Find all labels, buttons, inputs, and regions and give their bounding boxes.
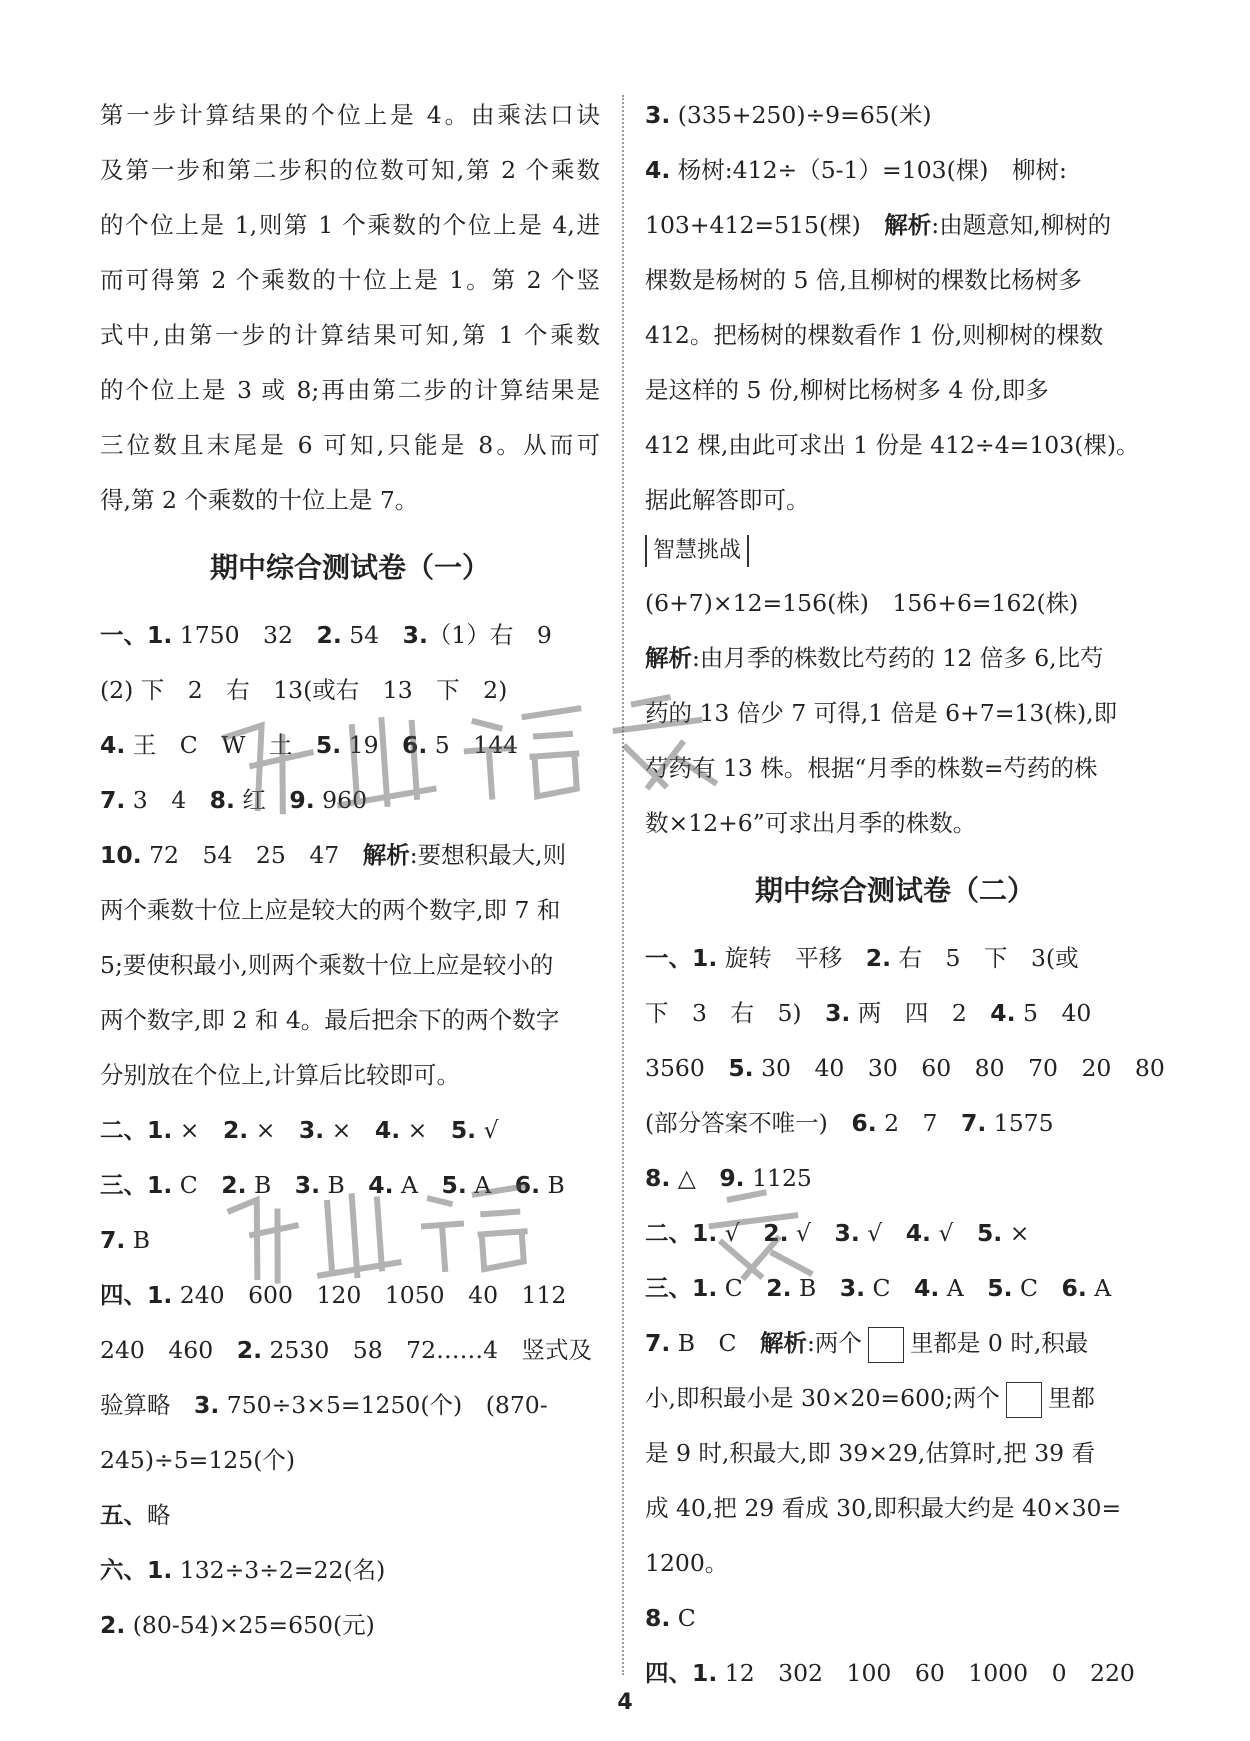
challenge-line xyxy=(645,741,1145,796)
answer-text: × xyxy=(1002,1219,1030,1247)
answer-line xyxy=(645,308,1145,363)
answer-text: 是这样的 5 份,柳树比杨树多 4 份,即多 xyxy=(645,376,1049,404)
question-number: 一、1. xyxy=(645,944,718,972)
challenge-answers xyxy=(645,576,1145,851)
section-title-midterm-2: 期中综合测试卷（二） xyxy=(754,874,1035,907)
question-number: 8. xyxy=(209,786,235,814)
answer-text: 960 xyxy=(314,786,368,814)
question-number: 六、1. xyxy=(100,1556,173,1584)
question-number: 3. xyxy=(834,1219,860,1247)
answer-line xyxy=(645,1206,1145,1261)
answer-line xyxy=(100,1433,600,1488)
question-number: 5. xyxy=(450,1116,477,1144)
question-number: 五、 xyxy=(100,1501,147,1529)
answer-text: 240 460 xyxy=(100,1336,237,1364)
challenge-tag-line xyxy=(645,528,1145,576)
question-number: 9. xyxy=(719,1164,745,1192)
answer-line xyxy=(645,418,1145,473)
answer-line xyxy=(100,1103,600,1158)
q7-analysis-label: 解析 xyxy=(760,1329,808,1357)
answer-line xyxy=(100,773,600,828)
answer-text: √ xyxy=(717,1219,764,1247)
question-number: 4. xyxy=(100,731,126,759)
question-number: 6. xyxy=(514,1171,541,1199)
answer-text: 据此解答即可。 xyxy=(645,486,810,514)
answer-text: √ xyxy=(859,1219,906,1247)
answer-text: 右 5 下 3(或 xyxy=(891,944,1079,972)
answer-text: (2) 下 2 右 13(或右 13 下 2) xyxy=(100,676,508,704)
text-line: 第一步计算结果的个位上是 4。由乘法口诀 xyxy=(100,101,600,129)
answer-text: △ xyxy=(670,1164,720,1192)
answer-text: 3 4 xyxy=(125,786,210,814)
question-number: 3. xyxy=(194,1391,220,1419)
q7-text-d: 里都 xyxy=(1047,1384,1095,1412)
blank-box xyxy=(868,1327,904,1363)
question-number: 3. xyxy=(825,999,851,1027)
q7-number: 7. xyxy=(645,1329,671,1357)
question-number: 9. xyxy=(289,786,315,814)
q7-text-a: :两个 xyxy=(807,1329,862,1357)
answer-line xyxy=(100,828,600,883)
section-title-midterm-1: 期中综合测试卷（一） xyxy=(209,551,490,584)
answer-line xyxy=(645,363,1145,418)
answer-line xyxy=(100,1268,600,1323)
answer-line xyxy=(100,608,600,663)
answer-text: 240 600 120 1050 40 112 xyxy=(172,1281,567,1309)
page-number: 4 xyxy=(617,1690,633,1715)
answer-line xyxy=(100,1598,600,1653)
answer-text: 分别放在个位上,计算后比较即可。 xyxy=(100,1061,460,1089)
answer-text: 3560 xyxy=(645,1054,729,1082)
answer-line xyxy=(645,931,1145,986)
answer-line xyxy=(645,253,1145,308)
answer-line xyxy=(645,1261,1145,1316)
answer-text: 72 54 25 47 xyxy=(141,841,363,869)
answer-text: × xyxy=(400,1116,451,1144)
question-number: 3. xyxy=(645,101,671,129)
answer-line xyxy=(100,993,600,1048)
answer-text: 5 40 xyxy=(1015,999,1092,1027)
answer-text: 245)÷5=125(个) xyxy=(100,1446,296,1474)
question-number: 2. xyxy=(865,944,892,972)
answer-text: 1575 xyxy=(986,1109,1054,1137)
question-number: 5. xyxy=(976,1219,1003,1247)
answer-line xyxy=(100,1323,600,1378)
answer-text: B xyxy=(125,1226,151,1254)
question-number: 4. xyxy=(374,1116,401,1144)
question-number: 2. xyxy=(221,1171,247,1199)
question-number: 3. xyxy=(402,621,428,649)
answer-text: A xyxy=(393,1171,442,1199)
answer-text: 12 302 100 60 1000 0 220 xyxy=(717,1659,1135,1687)
answer-text: C xyxy=(1012,1274,1062,1302)
answer-line xyxy=(100,663,600,718)
q7-choices: B C xyxy=(670,1329,761,1357)
question-number: 6. xyxy=(402,731,428,759)
answer-text: 棵数是杨树的 5 倍,且柳树的棵数比杨树多 xyxy=(645,266,1082,294)
answer-text: B xyxy=(791,1274,840,1302)
text-line: 及第一步和第二步积的位数可知,第 2 个乘数 xyxy=(100,156,600,184)
answer-line xyxy=(645,1151,1145,1206)
question-number: 6. xyxy=(1061,1274,1087,1302)
question-number: 3. xyxy=(294,1171,321,1199)
left-column xyxy=(100,88,600,1653)
question-number: 5. xyxy=(315,731,342,759)
answer-text: × xyxy=(248,1116,299,1144)
question-number: 8. xyxy=(645,1604,671,1632)
answer-line xyxy=(100,938,600,993)
answer-line xyxy=(645,198,1145,253)
answer-text: :要想积最大,则 xyxy=(409,841,567,869)
text-line: 得,第 2 个乘数的十位上是 7。 xyxy=(100,486,419,514)
question-number: 2. xyxy=(763,1219,789,1247)
question-number: 三、1. xyxy=(645,1274,718,1302)
question-number: 三、1. xyxy=(100,1171,173,1199)
answer-text: 1750 32 xyxy=(172,621,317,649)
answer-text: 2 7 xyxy=(876,1109,961,1137)
text-line: 的个位上是 3 或 8;再由第二步的计算结果是 xyxy=(100,376,600,404)
answer-line xyxy=(100,718,600,773)
right-top-answers xyxy=(645,88,1145,528)
answer-text: A xyxy=(939,1274,988,1302)
challenge-line xyxy=(645,631,1145,686)
answer-text: √ xyxy=(476,1116,499,1144)
question-number: 2. xyxy=(100,1611,126,1639)
answer-text: × xyxy=(172,1116,223,1144)
answer-text: B xyxy=(320,1171,369,1199)
answer-text: 1200。 xyxy=(645,1549,729,1577)
answer-text: :由题意知,柳树的 xyxy=(931,211,1112,239)
answer-text: 5 144 xyxy=(427,731,519,759)
answer-text: A xyxy=(466,1171,515,1199)
answer-text: （1）右 9 xyxy=(427,621,552,649)
question-number: 2. xyxy=(222,1116,249,1144)
answer-line xyxy=(100,1488,600,1543)
answer-line xyxy=(645,88,1145,143)
answer-text: (部分答案不唯一) xyxy=(645,1109,852,1137)
answer-text: 两个数字,即 2 和 4。最后把余下的两个数字 xyxy=(100,1006,560,1034)
answer-text: A xyxy=(1086,1274,1112,1302)
answer-text: 750÷3×5=1250(个) (870- xyxy=(219,1391,548,1419)
question-number: 3. xyxy=(298,1116,325,1144)
answer-text: 王 C W 土 xyxy=(125,731,316,759)
answer-text: 药的 13 倍少 7 可得,1 倍是 6+7=13(株),即 xyxy=(645,699,1118,727)
answer-text: 30 40 30 60 80 70 20 80 xyxy=(753,1054,1165,1082)
text-line: 式中,由第一步的计算结果可知,第 1 个乘数 xyxy=(100,321,600,349)
question-number: 解析 xyxy=(884,211,932,239)
question-number: 4. xyxy=(905,1219,931,1247)
answer-text: 5;要使积最小,则两个乘数十位上应是较小的 xyxy=(100,951,554,979)
challenge-line xyxy=(645,686,1145,741)
answer-text: (80-54)×25=650(元) xyxy=(125,1611,375,1639)
answer-text: 是 9 时,积最大,即 39×29,估算时,把 39 看 xyxy=(645,1439,1096,1467)
answer-text: 杨树:412÷（5-1）=103(棵) 柳树: xyxy=(670,156,1067,184)
answer-text: 红 xyxy=(234,786,290,814)
left-intro-text xyxy=(100,88,600,528)
answer-text: 54 xyxy=(341,621,403,649)
question-number: 二、1. xyxy=(645,1219,718,1247)
text-line: 三位数且末尾是 6 可知,只能是 8。从而可 xyxy=(100,431,600,459)
question-number: 7. xyxy=(100,1226,126,1254)
question-number: 4. xyxy=(990,999,1016,1027)
answer-text: √ xyxy=(788,1219,835,1247)
answer-line xyxy=(645,143,1145,198)
question-number: 7. xyxy=(100,786,126,814)
answer-text: 132÷3÷2=22(名) xyxy=(172,1556,386,1584)
question-number: 5. xyxy=(441,1171,467,1199)
answer-line xyxy=(100,1158,600,1213)
answer-text: C xyxy=(172,1171,222,1199)
answer-text: (6+7)×12=156(株) 156+6=162(株) xyxy=(645,589,1079,617)
question-number: 解析 xyxy=(645,644,692,672)
answer-line xyxy=(645,1096,1145,1151)
answer-line xyxy=(645,986,1145,1041)
answer-text: C xyxy=(717,1274,767,1302)
answer-line-q7-cont xyxy=(645,1371,1145,1426)
answer-text: (335+250)÷9=65(米) xyxy=(670,101,932,129)
challenge-tag: 智慧挑战 xyxy=(645,535,749,567)
answer-line xyxy=(645,1041,1165,1096)
answer-line xyxy=(100,1213,600,1268)
answer-text: 103+412=515(棵) xyxy=(645,211,885,239)
right-answers xyxy=(645,931,1165,1316)
question-number: 解析 xyxy=(362,841,410,869)
question-number: 四、1. xyxy=(100,1281,173,1309)
answer-text: × xyxy=(324,1116,375,1144)
answer-text: B xyxy=(246,1171,295,1199)
question-number: 4. xyxy=(368,1171,394,1199)
left-answers xyxy=(100,608,600,1653)
q7-text-c: 小,即积最小是 30×20=600;两个 xyxy=(645,1384,1000,1412)
challenge-line xyxy=(645,796,1145,851)
answer-text: C xyxy=(670,1604,696,1632)
question-number: 7. xyxy=(961,1109,987,1137)
answer-line xyxy=(645,473,1145,528)
question-number: 8. xyxy=(645,1164,671,1192)
answer-line xyxy=(100,1378,600,1433)
answer-text: 验算略 xyxy=(100,1391,194,1419)
question-number: 2. xyxy=(236,1336,262,1364)
answer-line xyxy=(100,883,600,938)
question-number: 6. xyxy=(851,1109,877,1137)
answer-text: 412。把杨树的棵数看作 1 份,则柳树的棵数 xyxy=(645,321,1104,349)
question-number: 10. xyxy=(100,841,142,869)
answer-text: 412 棵,由此可求出 1 份是 412÷4=103(棵)。 xyxy=(645,431,1140,459)
answer-line xyxy=(100,1543,600,1598)
right-answers-after xyxy=(645,1426,1145,1701)
answer-text: :由月季的株数比芍药的 12 倍多 6,比芍 xyxy=(692,644,1104,672)
answer-line xyxy=(645,1426,1145,1481)
answer-text: 1125 xyxy=(744,1164,812,1192)
answer-text: B xyxy=(540,1171,565,1199)
question-number: 4. xyxy=(914,1274,940,1302)
blank-box xyxy=(1006,1382,1042,1418)
answer-text: C xyxy=(865,1274,914,1302)
column-divider xyxy=(622,95,624,1675)
question-number: 2. xyxy=(766,1274,792,1302)
answer-text: 2530 58 72……4 竖式及 xyxy=(262,1336,593,1364)
answer-text: 芍药有 13 株。根据“月季的株数=芍药的株 xyxy=(645,754,1098,782)
right-column xyxy=(645,88,1165,1701)
answer-text: 成 40,把 29 看成 30,即积最大约是 40×30= xyxy=(645,1494,1122,1522)
answer-text: 略 xyxy=(147,1501,171,1529)
question-number: 4. xyxy=(645,156,671,184)
answer-line xyxy=(645,1481,1145,1536)
answer-text: 两个乘数十位上应是较大的两个数字,即 7 和 xyxy=(100,896,561,924)
challenge-line xyxy=(645,576,1145,631)
text-line: 的个位上是 1,则第 1 个乘数的个位上是 4,进 xyxy=(100,211,600,239)
answer-line xyxy=(645,1591,1145,1646)
q7-text-b: 里都是 0 时,积最 xyxy=(909,1329,1089,1357)
answer-line xyxy=(100,1048,600,1103)
answer-text: 旋转 平移 xyxy=(717,944,866,972)
question-number: 5. xyxy=(987,1274,1013,1302)
answer-text: 19 xyxy=(341,731,403,759)
answer-text: 数×12+6”可求出月季的株数。 xyxy=(645,809,977,837)
question-number: 5. xyxy=(728,1054,754,1082)
question-number: 一、1. xyxy=(100,621,173,649)
answer-text: √ xyxy=(930,1219,977,1247)
question-number: 2. xyxy=(316,621,342,649)
answer-line xyxy=(645,1536,1145,1591)
text-line: 而可得第 2 个乘数的十位上是 1。第 2 个竖 xyxy=(100,266,600,294)
answer-line-q7 xyxy=(645,1316,1145,1371)
question-number: 二、1. xyxy=(100,1116,173,1144)
question-number: 四、1. xyxy=(645,1659,718,1687)
answer-text: 两 四 2 xyxy=(850,999,991,1027)
answer-text: 下 3 右 5) xyxy=(645,999,826,1027)
question-number: 3. xyxy=(839,1274,866,1302)
